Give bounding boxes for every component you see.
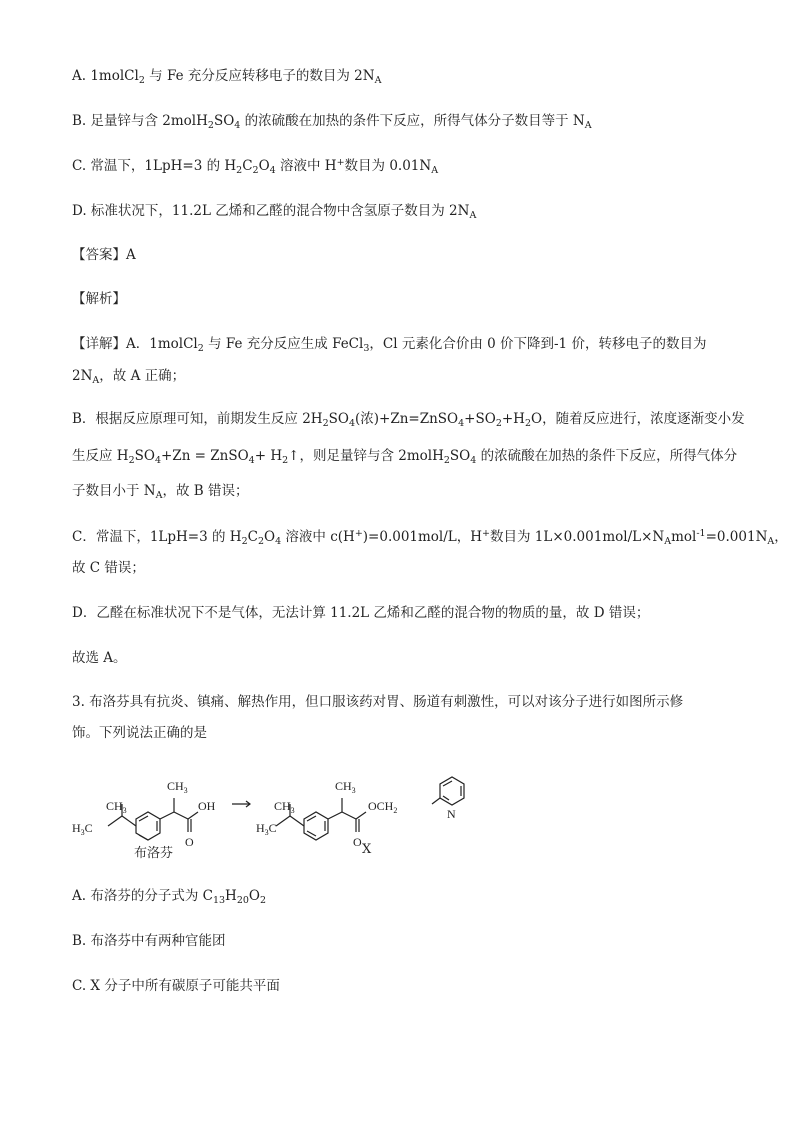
- ibuprofen-label: 布洛芬: [134, 846, 174, 861]
- detail-b-line2: 生反应 $H_2SO_4+Zn$ = ZnSO$_4$+ $H_2↑$，则足量锌与含 $2molH_2SO_4$ 的浓硫酸在加热的条件下反应，所得气体分: [72, 448, 738, 466]
- q3-stem-line1: 3. 布洛芬具有抗炎、镇痛、解热作用，但口服该药对胃、肠道有刺激性，可以对该分子进行如图所示修: [72, 694, 684, 710]
- analysis-heading: 【解析】: [72, 291, 126, 307]
- option-c: C. 常温下，1LpH=3 的 $H_2C_2O_4$ 溶液中 H+数目为 $0.01N_A$: [72, 157, 439, 176]
- option-a: A. 1molCl$_2$ 与 Fe 充分反应转移电子的数目为 $2N_A$: [72, 68, 382, 86]
- detail-a-line1: 【详解】A．1molCl$_2$ 与 Fe 充分反应生成 FeCl$_3$，Cl 元素化合价由 0 价下降到-1 价，转移电子的数目为: [72, 336, 707, 354]
- ch3-label-right-2: $CH_3$: [335, 779, 356, 795]
- q3-option-c: C. X 分子中所有碳原子可能共平面: [72, 978, 280, 994]
- option-b: B. 足量锌与含 $2molH_2SO_4$ 的浓硫酸在加热的条件下反应，所得气体分子数目等于 $N_A$: [72, 113, 592, 131]
- reaction-figure: [0, 760, 794, 880]
- ch3-label-right-1: $CH_3$: [274, 799, 295, 815]
- o-label-left: O: [185, 835, 194, 849]
- q3-option-b: B. 布洛芬中有两种官能团: [72, 933, 226, 949]
- detail-c-line1: C．常温下，1LpH=3 的 $H_2C_2O_4$ 溶液中 c(H+)=0.001mol/L，H+数目为 $1L\times 0.001mol/L\times N_Amol^{-1}=0.001N_A$，: [72, 528, 788, 547]
- h3c-label-left: $H_3C$: [72, 821, 93, 837]
- answer-line: 【答案】A: [72, 247, 136, 263]
- detail-b-line3: 子数目小于 $N_A$，故 B 错误；: [72, 483, 249, 501]
- x-label: X: [362, 842, 372, 857]
- o-label-right: O: [353, 835, 362, 849]
- ch3-label-left-2: $CH_3$: [167, 779, 188, 795]
- detail-d-line: D．乙醛在标准状况下不是气体，无法计算 11.2L 乙烯和乙醛的混合物的物质的量，故 D 错误；: [72, 605, 650, 621]
- q3-stem-line2: 饰。下列说法正确的是: [72, 725, 207, 741]
- detail-c-line2: 故 C 错误；: [72, 560, 145, 576]
- ch3-label-left-1: $CH_3$: [106, 799, 127, 815]
- och2-label: $OCH_2$: [368, 799, 398, 815]
- option-d: D. 标准状况下，11.2L 乙烯和乙醛的混合物中含氢原子数目为 $2N_A$: [72, 203, 477, 221]
- conclusion-line: 故选 A。: [72, 650, 127, 666]
- detail-b-line1: B．根据反应原理可知，前期发生反应 $2H_2SO_4$(浓)$+Zn=ZnSO_4+SO_2+H_2O$，随着反应进行，浓度逐渐变小发: [72, 411, 745, 429]
- detail-a-line2: $2N_A$，故 A 正确；: [72, 368, 186, 386]
- n-label: N: [447, 807, 456, 821]
- q3-option-a: A. 布洛芬的分子式为 $C_{13}H_{20}O_2$: [72, 888, 267, 906]
- h3c-label-right: $H_3C$: [256, 821, 277, 837]
- oh-label: OH: [198, 799, 216, 813]
